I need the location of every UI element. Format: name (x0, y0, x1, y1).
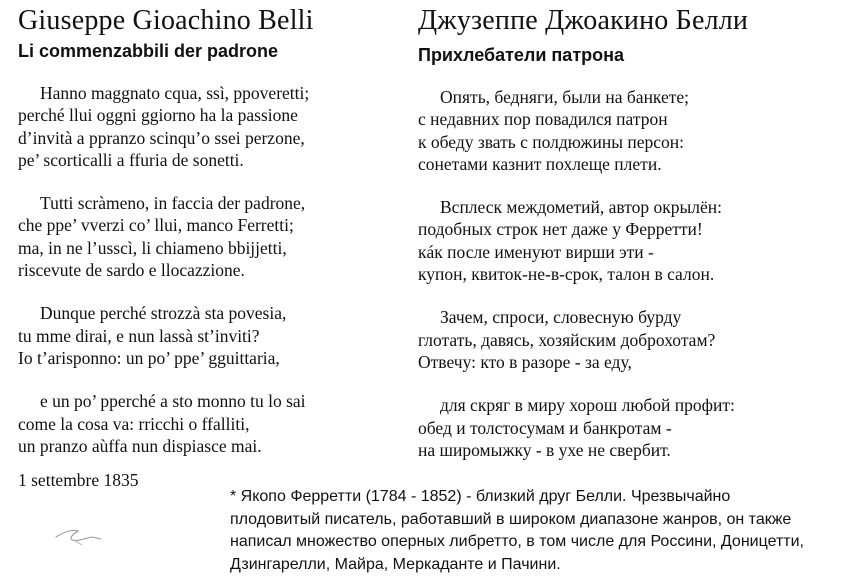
poem-line: обед и толстосумам и банкротам - (418, 417, 672, 438)
footnote-line: Дзингарелли, Майра, Меркаданте и Пачини. (230, 555, 561, 573)
original-poem (18, 82, 408, 457)
poem-line: Tutti scràmeno, in faccia der padrone, (40, 193, 306, 214)
original-stanza-1 (18, 82, 408, 171)
translation-poem (418, 86, 843, 461)
translation-stanza-1 (418, 86, 843, 175)
poem-date: 1 settembre 1835 (18, 470, 139, 490)
poem-line: che ppe’ vverzi co’ llui, manco Ferretti; (18, 215, 294, 236)
poem-line: d’invità a ppranzo scinqu’o ssei perzone, (18, 127, 305, 148)
footnote-line: * Якопо Ферретти (1784 - 1852) - близкий друг Белли. Чрезвычайно (230, 488, 731, 505)
poem-line: Io t’arisponno: un po’ ppe’ gguittaria, (18, 347, 280, 368)
footnote-line: написал множество оперных либретто, в том числе для Россини, Доницетти, (230, 533, 804, 550)
poem-line: подобных строк нет даже у Ферретти! (418, 219, 703, 240)
poem-line: купон, квиток-не-в-срок, талон в салон. (418, 264, 715, 285)
footnote-line: плодовитый писатель, работавший в широком диапазоне жанров, он также (230, 510, 792, 528)
poem-line: Опять, бедняги, были на банкете; (440, 87, 690, 107)
original-stanza-4 (18, 390, 408, 457)
poem-line: к обеду звать с полдюжины персон: (418, 131, 685, 152)
footnote (230, 486, 842, 576)
poem-line: riscevute de sardo e llocazzione. (18, 260, 245, 281)
poem-line: e un po’ pperché a sto monno tu lo sai (40, 391, 306, 412)
translation-author: Джузеппе Джоакино Белли (418, 5, 749, 36)
signature-scribble (52, 520, 104, 550)
translation-title: Прихлебатели патрона (418, 45, 625, 65)
poem-line: с недавних пор повадился патрон (418, 109, 668, 130)
poem-line: tu mme dirai, e nun lassà st’inviti? (18, 325, 260, 346)
poem-line: глотать, давясь, хозяйским доброхотам? (418, 329, 716, 350)
original-stanza-3 (18, 302, 408, 369)
poem-line: Hanno maggnato cqua, ssì, ppoveretti; (40, 83, 310, 103)
poem-line: pe’ scorticalli a ffuria de sonetti. (18, 149, 244, 170)
poem-line: Dunque perché strozzà sta povesia, (40, 303, 287, 324)
original-column (18, 0, 408, 457)
poem-line: un pranzo aùffa nun dispiasce mai. (18, 435, 262, 456)
poem-line: ma, in ne l’usscì, li chiameno bbijjetti, (18, 237, 287, 258)
poem-line: come la cosa va: rricchi o ffalliti, (18, 413, 250, 434)
translation-stanza-3 (418, 306, 843, 373)
poem-line: на широмыжку - в ухе не свербит. (418, 439, 671, 460)
poem-line: perché llui oggni ggiorno ha la passione (18, 105, 298, 126)
original-stanza-2 (18, 192, 408, 281)
poem-line: Отвечу: кто в разоре - за еду, (418, 351, 632, 372)
translation-stanza-2 (418, 196, 843, 285)
original-title: Li commenzabbili der padrone (18, 41, 279, 61)
poem-line: Всплеск междометий, автор окрылён: (440, 197, 722, 218)
poem-line: Зачем, спроси, словесную бурду (440, 307, 682, 328)
original-author: Giuseppe Gioachino Belli (18, 5, 314, 36)
translation-column (418, 0, 843, 461)
translation-stanza-4 (418, 394, 843, 461)
poem-line: сонетами казнит похлеще плети. (418, 153, 662, 174)
poem-line: для скряг в миру хорош любой профит: (440, 395, 735, 416)
poem-line: кáк после именуют вирши эти - (418, 241, 654, 262)
